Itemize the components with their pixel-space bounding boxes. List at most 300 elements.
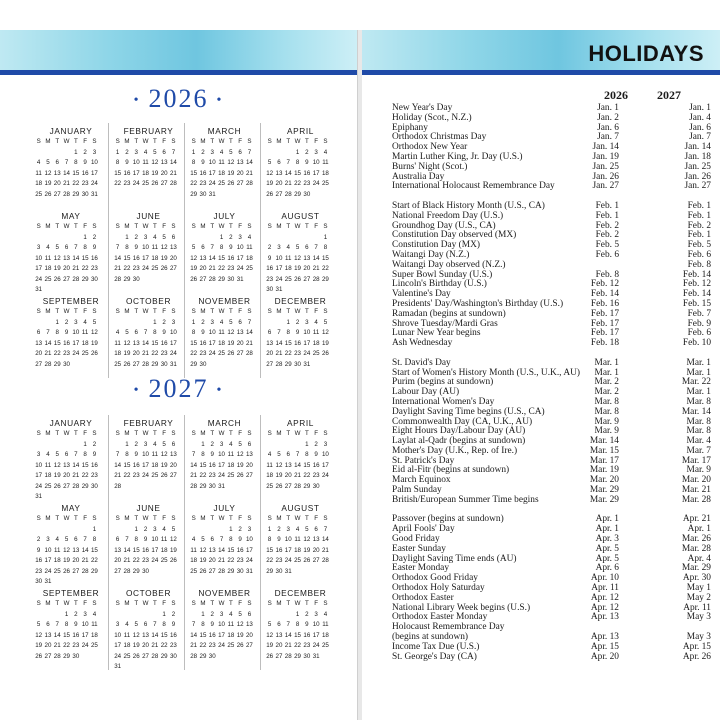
day-cell: 24 [44, 567, 52, 575]
day-cell: 10 [218, 451, 225, 458]
weekday-initial: W [63, 515, 70, 522]
day-cell: 27 [275, 190, 283, 198]
holiday-date-2027: Apr. 15 [682, 641, 711, 652]
day-cell: 27 [142, 652, 149, 660]
day-cell: 10 [142, 244, 149, 251]
weekday-initial: S [247, 138, 252, 145]
day-cell: 16 [303, 631, 311, 639]
day-cell: 14 [284, 631, 292, 639]
day-grid [189, 525, 260, 578]
day-cell: 13 [160, 159, 168, 166]
day-cell: 14 [72, 461, 80, 469]
day-cell: 3 [210, 318, 214, 326]
day-cell: 28 [114, 482, 122, 490]
day-cell: 15 [132, 546, 140, 554]
month-august [260, 208, 336, 293]
day-cell: 21 [114, 472, 122, 479]
holiday-date-2027: Mar. 14 [681, 406, 711, 417]
day-cell: 21 [284, 180, 292, 187]
holiday-date-2026: Jan. 27 [592, 181, 619, 192]
day-cell: 3 [83, 610, 87, 618]
day-cell: 11 [81, 329, 89, 336]
day-cell: 17 [44, 557, 52, 564]
day-blank [122, 610, 131, 621]
holiday-date-2026: Mar. 8 [594, 406, 619, 417]
day-cell: 11 [160, 536, 168, 543]
day-cell: 9 [143, 536, 148, 543]
month-april [260, 415, 336, 500]
weekday-initial: S [191, 430, 196, 437]
day-cell: 2 [162, 318, 166, 326]
day-cell: 5 [171, 525, 176, 533]
day-cell: 3 [92, 148, 97, 156]
day-cell: 8 [55, 329, 59, 336]
day-cell: 12 [53, 254, 61, 262]
month-december [260, 585, 336, 670]
day-cell: 4 [314, 318, 318, 326]
day-cell: 10 [208, 159, 216, 166]
holiday-date-2026: Feb. 2 [595, 230, 619, 241]
holiday-date-2026: Apr. 12 [590, 602, 619, 613]
weekday-initial: S [115, 600, 120, 607]
weekday-initial: F [162, 515, 167, 522]
day-cell: 2 [201, 318, 205, 326]
day-cell: 4 [83, 318, 87, 326]
day-cell: 10 [72, 329, 80, 336]
holiday-date-2027: Mar. 1 [686, 357, 711, 368]
weekday-initial: M [200, 515, 206, 522]
weekday-initial: S [115, 223, 120, 230]
day-blank [284, 233, 293, 244]
weekday-header [34, 137, 108, 148]
day-cell: 23 [160, 350, 168, 357]
day-cell: 16 [208, 631, 216, 639]
day-cell: 25 [123, 652, 131, 660]
weekday-header [265, 429, 336, 440]
day-blank [217, 525, 226, 536]
day-cell: 12 [35, 631, 43, 639]
day-cell: 22 [63, 642, 70, 649]
day-cell: 10 [81, 621, 89, 628]
month-name: AUGUST [281, 211, 320, 221]
day-cell: 28 [275, 360, 283, 368]
weekday-initial: M [200, 223, 206, 230]
day-cell: 30 [227, 275, 235, 283]
day-cell: 6 [247, 440, 252, 448]
day-cell: 11 [218, 329, 225, 336]
day-blank [265, 440, 274, 451]
day-cell: 31 [35, 286, 43, 293]
weekday-initial: F [314, 430, 319, 437]
day-cell: 19 [199, 557, 207, 564]
holiday-date-2027: Jan. 27 [684, 181, 711, 192]
holiday-date-2027: Mar. 8 [686, 426, 711, 437]
weekday-initial: T [73, 600, 78, 607]
day-blank [274, 318, 283, 329]
weekday-initial: S [191, 138, 196, 145]
day-cell: 16 [312, 461, 320, 469]
day-blank [43, 233, 52, 244]
day-cell: 7 [125, 536, 129, 543]
day-cell: 11 [54, 546, 61, 554]
holiday-date-2026: Feb. 2 [595, 220, 619, 231]
day-cell: 3 [305, 318, 309, 326]
month-march [184, 415, 260, 500]
weekday-initial: T [55, 600, 60, 607]
day-cell: 30 [266, 286, 274, 293]
holiday-date-2027: Jan. 1 [689, 103, 711, 113]
day-cell: 14 [142, 339, 149, 347]
day-cell: 27 [245, 472, 253, 479]
month-may [32, 500, 108, 585]
day-cell: 29 [72, 190, 80, 198]
holiday-date-2027: Jan. 25 [684, 161, 711, 172]
day-cell: 13 [199, 254, 207, 262]
day-cell: 13 [275, 631, 283, 639]
day-cell: 25 [218, 180, 225, 187]
day-cell: 12 [275, 461, 283, 469]
day-cell: 11 [91, 621, 98, 628]
day-cell: 13 [72, 546, 80, 554]
day-cell: 10 [312, 159, 320, 166]
weekday-header [265, 599, 336, 610]
day-cell: 29 [81, 482, 89, 490]
day-cell: 3 [153, 525, 157, 533]
day-cell: 10 [132, 159, 140, 166]
day-cell: 1 [125, 233, 129, 241]
day-cell: 18 [142, 169, 149, 177]
day-cell: 18 [312, 339, 320, 347]
holiday-name: Shrove Tuesday/Mardi Gras [392, 318, 498, 329]
weekday-initial: T [55, 223, 60, 230]
day-cell: 20 [208, 557, 216, 564]
day-cell: 5 [277, 451, 281, 458]
day-cell: 13 [169, 451, 177, 458]
day-cell: 18 [44, 472, 52, 479]
holiday-group [392, 202, 714, 349]
day-cell: 17 [72, 339, 80, 347]
day-cell: 8 [83, 244, 87, 251]
month-october [108, 293, 184, 378]
day-cell: 18 [81, 339, 89, 347]
day-cell: 31 [275, 286, 283, 293]
day-cell: 5 [267, 621, 272, 628]
holiday-date-2027: Apr. 1 [687, 524, 711, 535]
day-cell: 6 [171, 440, 176, 448]
day-cell: 6 [201, 244, 205, 251]
day-cell: 22 [90, 557, 98, 564]
day-cell: 31 [218, 482, 225, 490]
day-cell: 27 [266, 360, 274, 368]
day-cell: 29 [190, 190, 198, 198]
day-cell: 29 [303, 482, 311, 490]
day-cell: 19 [160, 461, 168, 469]
day-cell: 12 [123, 339, 131, 347]
day-cell: 7 [55, 621, 59, 628]
day-cell: 2 [305, 610, 309, 618]
day-cell: 26 [53, 482, 61, 490]
weekday-initial: F [162, 430, 167, 437]
weekday-initial: S [36, 515, 41, 522]
weekday-initial: W [142, 430, 149, 437]
day-cell: 21 [284, 642, 292, 649]
day-cell: 26 [90, 350, 98, 357]
day-cell: 16 [90, 254, 98, 262]
month-november [184, 293, 260, 378]
day-cell: 29 [199, 652, 207, 660]
holiday-date-2027: Jan. 6 [689, 122, 711, 133]
day-cell: 7 [143, 329, 148, 336]
holiday-name: Eight Hours Day/Labour Day (AU) [392, 426, 526, 437]
day-cell: 7 [314, 244, 318, 251]
weekday-initial: S [171, 430, 176, 437]
month-june [108, 500, 184, 585]
holiday-name: Income Tax Due (U.S.) [392, 641, 480, 652]
day-cell: 30 [142, 567, 149, 575]
weekday-initial: T [55, 308, 60, 315]
weekday-initial: T [152, 430, 157, 437]
day-blank [43, 440, 52, 451]
day-cell: 26 [160, 265, 168, 272]
day-cell: 4 [153, 440, 157, 448]
day-cell: 26 [35, 652, 43, 660]
day-cell: 23 [169, 642, 177, 649]
day-cell: 12 [266, 631, 274, 639]
day-cell: 25 [190, 567, 198, 575]
day-cell: 7 [286, 621, 290, 628]
day-cell: 23 [123, 180, 131, 187]
day-cell: 8 [295, 159, 300, 166]
day-cell: 1 [201, 440, 205, 448]
day-cell: 21 [275, 350, 283, 357]
day-blank [62, 440, 71, 451]
holiday-name: Presidents' Day/Washington's Birthday (U.S.) [392, 298, 564, 309]
day-cell: 22 [227, 557, 235, 564]
day-blank [34, 525, 43, 536]
holiday-name: National Library Week begins (U.S.) [392, 602, 531, 613]
day-cell: 8 [286, 329, 290, 336]
day-cell: 13 [266, 339, 274, 347]
day-cell: 28 [53, 652, 61, 660]
day-cell: 4 [191, 536, 196, 543]
day-cell: 3 [314, 148, 318, 156]
day-cell: 21 [81, 557, 89, 564]
holiday-name: Epiphany [392, 122, 428, 133]
day-cell: 1 [92, 525, 97, 533]
weekday-initial: W [218, 515, 225, 522]
day-cell: 29 [266, 567, 274, 575]
weekday-initial: W [142, 308, 149, 315]
day-blank [302, 233, 311, 244]
holiday-date-2027: Mar. 8 [686, 396, 711, 407]
holiday-date-2026: Feb. 8 [595, 269, 619, 280]
day-cell: 15 [81, 254, 89, 262]
day-cell: 24 [321, 472, 329, 479]
weekday-initial: S [247, 600, 252, 607]
day-cell: 9 [238, 536, 242, 543]
day-cell: 19 [44, 180, 52, 187]
day-cell: 18 [266, 472, 274, 479]
day-cell: 16 [160, 339, 168, 347]
weekday-initial: S [267, 600, 272, 607]
day-cell: 7 [191, 451, 196, 458]
weekday-initial: W [294, 600, 301, 607]
day-cell: 24 [236, 265, 244, 272]
day-cell: 21 [218, 557, 225, 564]
holiday-date-2026: Mar. 2 [594, 377, 619, 388]
weekday-initial: S [323, 430, 328, 437]
weekday-header [189, 222, 260, 233]
day-cell: 20 [199, 265, 207, 272]
day-cell: 28 [190, 652, 198, 660]
day-cell: 6 [55, 159, 59, 166]
weekday-initial: T [304, 430, 309, 437]
day-cell: 27 [160, 180, 168, 187]
day-blank [265, 610, 274, 621]
weekday-initial: T [134, 223, 139, 230]
day-cell: 2 [74, 610, 78, 618]
weekday-initial: F [314, 223, 319, 230]
holiday-date-2026: Apr. 15 [590, 641, 619, 652]
day-cell: 6 [162, 148, 166, 156]
day-cell: 28 [312, 275, 320, 283]
holiday-date-2027: Feb. 14 [682, 289, 711, 300]
day-cell: 26 [199, 567, 207, 575]
day-blank [189, 610, 198, 621]
day-cell: 13 [236, 159, 244, 166]
day-cell: 22 [72, 180, 80, 187]
weekday-initial: T [228, 308, 233, 315]
day-cell: 18 [44, 265, 52, 272]
holiday-name: Labour Day (AU) [392, 387, 460, 398]
day-cell: 8 [83, 451, 87, 458]
month-february [108, 415, 184, 500]
day-cell: 19 [160, 254, 168, 262]
weekday-header [265, 137, 336, 148]
day-cell: 17 [218, 631, 225, 639]
weekday-initial: W [294, 430, 301, 437]
day-cell: 28 [284, 652, 292, 660]
day-cell: 10 [142, 451, 149, 458]
day-blank [34, 148, 43, 159]
day-cell: 5 [134, 621, 138, 628]
weekday-initial: W [218, 308, 225, 315]
day-cell: 22 [294, 180, 301, 187]
day-cell: 16 [35, 557, 43, 564]
weekday-initial: S [36, 223, 41, 230]
day-cell: 22 [190, 180, 198, 187]
day-blank [53, 233, 62, 244]
day-blank [198, 233, 207, 244]
day-cell: 16 [208, 461, 216, 469]
day-cell: 19 [169, 546, 177, 554]
day-blank [265, 148, 274, 159]
holiday-name: Australia Day [392, 171, 445, 182]
day-cell: 23 [142, 557, 149, 564]
weekday-initial: M [124, 223, 130, 230]
weekday-initial: S [267, 308, 272, 315]
month-name: SEPTEMBER [42, 296, 100, 306]
weekday-initial: T [210, 223, 215, 230]
weekday-initial: M [124, 138, 130, 145]
day-cell: 27 [199, 275, 207, 283]
day-cell: 19 [132, 642, 140, 649]
day-cell: 14 [169, 159, 177, 166]
month-name: APRIL [287, 418, 314, 428]
day-cell: 23 [72, 642, 80, 649]
weekday-initial: W [294, 308, 301, 315]
day-cell: 30 [199, 360, 207, 368]
day-blank [34, 318, 43, 329]
day-cell: 18 [90, 631, 98, 639]
month-name: JUNE [136, 211, 161, 221]
day-cell: 19 [190, 265, 198, 272]
day-cell: 31 [44, 578, 52, 585]
day-cell: 16 [81, 169, 89, 177]
day-blank [62, 525, 71, 536]
day-cell: 24 [142, 472, 149, 479]
day-cell: 3 [74, 318, 78, 326]
day-cell: 17 [169, 339, 177, 347]
holiday-name: British/European Summer Time begins [392, 494, 539, 505]
day-cell: 20 [266, 350, 274, 357]
day-cell: 29 [284, 360, 292, 368]
day-grid [113, 610, 184, 673]
day-cell: 19 [321, 339, 329, 347]
holiday-date-2026: Mar. 1 [594, 367, 619, 378]
holiday-date-2027: Feb. 9 [687, 318, 711, 329]
day-cell: 17 [151, 546, 159, 554]
weekday-initial: M [45, 515, 51, 522]
day-cell: 14 [284, 169, 292, 177]
day-cell: 8 [191, 159, 196, 166]
holiday-date-2026: Feb. 16 [590, 298, 619, 309]
holiday-row [392, 653, 714, 663]
weekday-initial: T [210, 430, 215, 437]
holiday-name: Orthodox Good Friday [392, 573, 478, 584]
day-blank [53, 148, 62, 159]
day-cell: 7 [64, 159, 69, 166]
day-cell: 12 [199, 546, 207, 554]
weekday-initial: S [115, 138, 120, 145]
day-cell: 1 [153, 318, 157, 326]
day-cell: 17 [208, 339, 216, 347]
day-cell: 4 [323, 610, 328, 618]
holiday-date-2027: Jan. 7 [689, 132, 711, 143]
day-blank [34, 440, 43, 451]
holiday-date-2027: Jan. 26 [684, 171, 711, 182]
holiday-date-2027: Feb. 1 [687, 200, 711, 211]
day-cell: 20 [284, 472, 292, 479]
day-cell: 19 [90, 339, 98, 347]
day-cell: 2 [36, 536, 41, 543]
weekday-initial: T [286, 515, 291, 522]
weekday-initial: W [294, 138, 301, 145]
day-cell: 24 [151, 557, 159, 564]
day-cell: 19 [266, 642, 274, 649]
day-cell: 27 [53, 190, 61, 198]
holiday-date-2026: Feb. 6 [595, 249, 619, 260]
day-cell: 3 [143, 440, 148, 448]
day-cell: 8 [191, 329, 196, 336]
day-cell: 19 [294, 265, 301, 272]
day-cell: 20 [303, 265, 311, 272]
month-name: AUGUST [281, 503, 320, 513]
holiday-date-2027: May 1 [686, 583, 711, 594]
weekday-initial: T [210, 600, 215, 607]
day-cell: 22 [123, 472, 131, 479]
day-cell: 21 [123, 557, 131, 564]
